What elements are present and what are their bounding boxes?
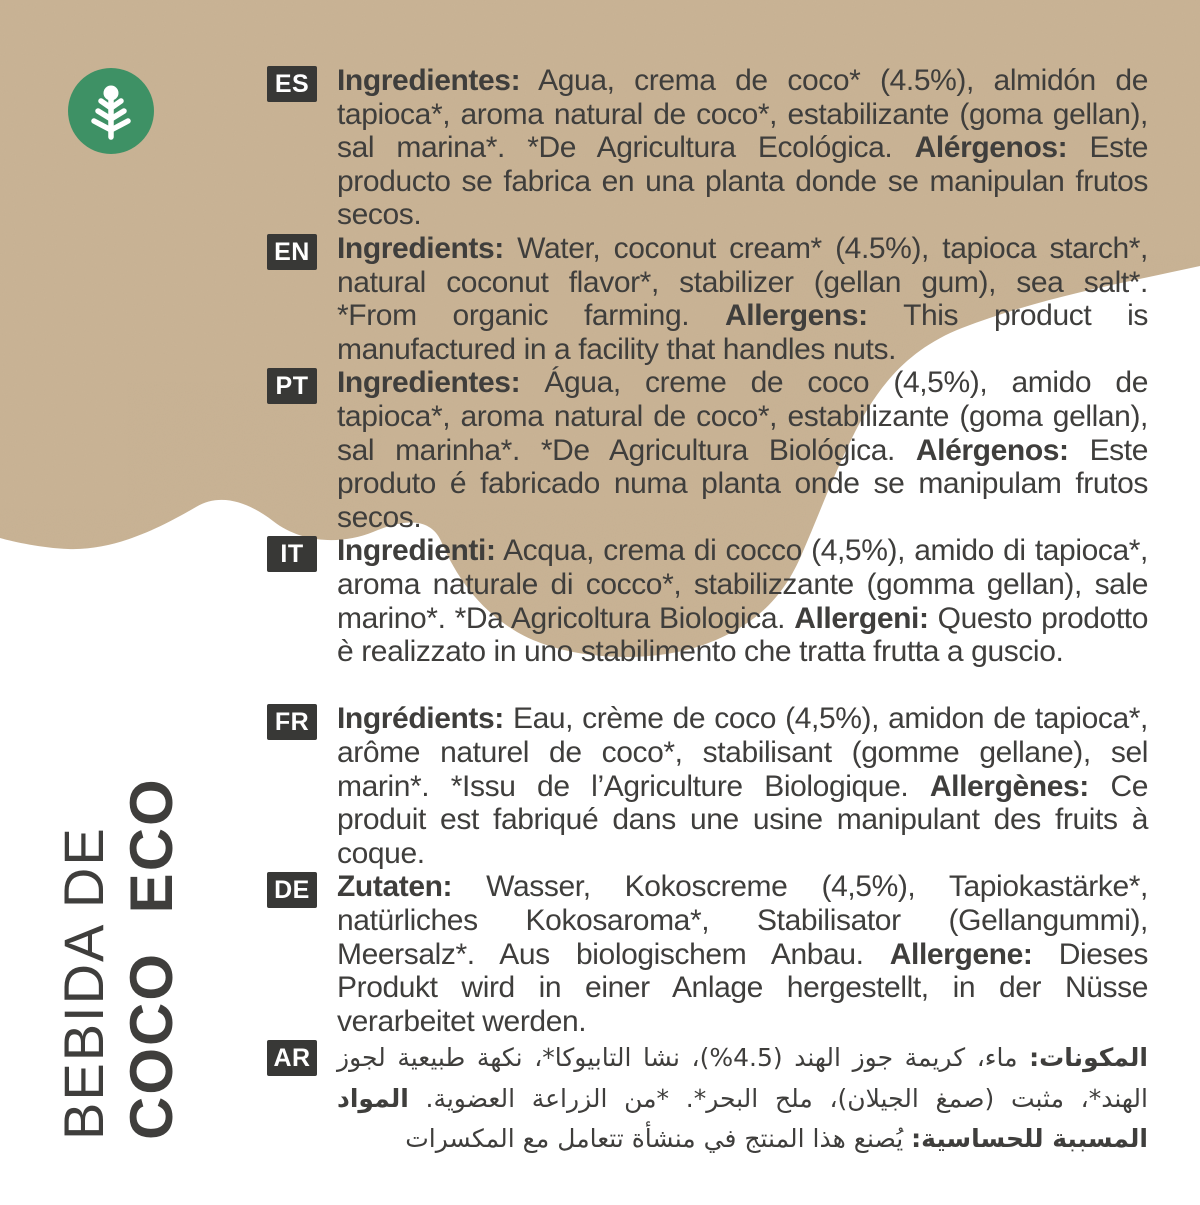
- lang-badge-de: DE: [267, 872, 317, 908]
- brand-logo-circle: [68, 68, 154, 154]
- tree-icon: [68, 68, 154, 154]
- ingredients-text-fr: Ingrédients: Eau, crème de coco (4,5%), amidon de tapioca*, arôme naturel de coco*, stabilisant (gomme gellane), sel marin*. *Issu de l’Agriculture Biologique. Allergènes: Ce produit est fabriqué dans une usine manipulant des fruits à coque.: [337, 702, 1148, 870]
- product-title-line2: COCO ECO: [118, 777, 185, 1140]
- lang-badge-ar: AR: [267, 1040, 317, 1076]
- ingredients-text-de: Zutaten: Wasser, Kokoscreme (4,5%), Tapiokastärke*, natürliches Kokosaroma*, Stabilisator (Gellangummi), Meersalz*. Aus biologischem Anbau. Allergene: Dieses Produkt wird in einer Anlage hergestellt, in der Nüsse verarbeitet werden.: [337, 870, 1149, 1038]
- lang-badge-fr: FR: [267, 704, 317, 740]
- lang-section-pt: [267, 366, 1148, 534]
- lang-badge-pt: PT: [267, 368, 317, 404]
- ingredients-text-ar: المكونات: ماء، كريمة جوز الهند (4.5%)، نشا التابيوكا*، نكهة طبيعية لجوز الهند*، مثبت (صمغ الجيلان)، ملح البحر*. *من الزراعة العضوية. المواد المسببة للحساسية: يُصنع هذا المنتج في منشأة تتعامل مع المكسرات: [337, 1043, 1148, 1154]
- lang-section-ar: [267, 1038, 1148, 1160]
- ingredients-text-it: Ingredienti: Acqua, crema di cocco (4,5%), amido di tapioca*, aroma naturale di cocco*, stabilizzante (gomma gellan), sale marino*. *Da Agricoltura Biologica. Allergeni: Questo prodotto è realizzato in uno stabilimento che tratta frutta a guscio.: [337, 534, 1148, 669]
- lang-badge-it: IT: [267, 536, 317, 572]
- ingredients-text-en: Ingredients: Water, coconut cream* (4.5%), tapioca starch*, natural coconut flavor*, stabilizer (gellan gum), sea salt*. *From organic farming. Allergens: This product is manufactured in a facility that handles nuts.: [337, 232, 1149, 366]
- lang-section-es: [267, 64, 1148, 232]
- product-title-line1: BEBIDA DE: [52, 826, 115, 1140]
- sections: [267, 64, 1148, 1160]
- lang-section-en: [267, 232, 1148, 366]
- ingredients-text-pt: Ingredientes: Água, creme de coco (4,5%), amido de tapioca*, aroma natural de coco*, estabilizante (goma gellan), sal marinha*. *De Agricultura Biológica. Alérgenos: Este produto é fabricado numa planta onde se manipulam frutos secos.: [337, 366, 1148, 534]
- lang-section-it: [267, 534, 1148, 702]
- lang-section-fr: [267, 702, 1148, 870]
- lang-section-de: [267, 870, 1148, 1038]
- ingredients-text-es: Ingredientes: Agua, crema de coco* (4.5%), almidón de tapioca*, aroma natural de coco*, estabilizante (goma gellan), sal marina*. *De Agricultura Ecológica. Alérgenos: Este producto se fabrica en una planta donde se manipulan frutos secos.: [337, 64, 1148, 232]
- lang-badge-en: EN: [267, 234, 317, 270]
- lang-badge-es: ES: [267, 66, 317, 102]
